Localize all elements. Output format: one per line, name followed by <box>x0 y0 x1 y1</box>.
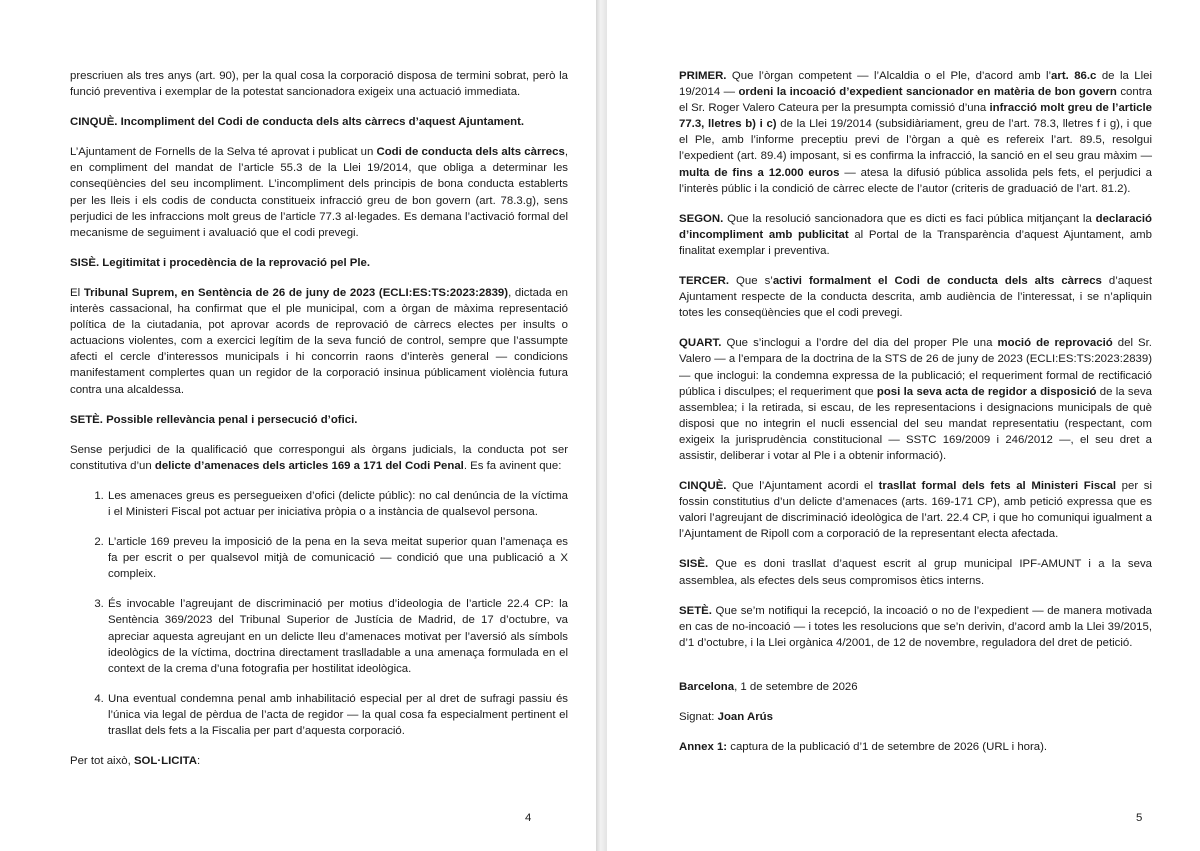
intro-paragraph: prescriuen als tres anys (art. 90), per la qual cosa la corporació disposa de termini sobrat, però la funció preventiva i exemplar de la potestat sancionadora exigeix una actuació immediata. <box>70 70 568 99</box>
section-sete-heading: SETÈ. Possible rellevància penal i persecució d’ofici. <box>70 413 358 426</box>
request-sete: SETÈ. Que se’m notifiqui la recepció, la incoació o no de l’expedient — de manera motivada en cas de no-incoació — i totes les resolucions que se’n derivin, d’acord amb la Llei 39/2015, d’1 d’octubre, i la Llei orgànica 4/2001, de 12 de novembre, reguladora del dret de petició. <box>679 604 1152 649</box>
section-sete-paragraph: Sense perjudici de la qualificació que correspongui als òrgans judicials, la conducta pot ser constitutiva d’un delicte d’amenaces dels articles 169 a 171 del Codi Penal. Es fa avinent que: <box>70 443 568 472</box>
annex-line: Annex 1: captura de la publicació d’1 de setembre de 2026 (URL i hora). <box>679 741 1048 754</box>
request-tercer: TERCER. Que s’activi formalment el Codi de conducta dels alts càrrecs d’aquest Ajuntament respecte de la conducta descrita, amb audiència de l’interessat, i se n’apliquin totes les conseqüències que el codi prevegi. <box>679 275 1152 320</box>
section-cinque-paragraph: L’Ajuntament de Fornells de la Selva té aprovat i publicat un Codi de conducta dels alts càrrecs, en compliment del mandat de l’article 55.3 de la Llei 19/2014, que obliga a determinar les conseqüències del seu incompliment. L’incompliment dels principis de bona conducta establerts per les lleis i els codis de conducta constitueix infracció greu de bon govern (art. 78.3.g), sens perjudici de les infraccions molt greus de l’article 77.3 al·legades. Es demana l’activació formal del mecanisme de seguiment i avaluació que el codi prevegi. <box>70 146 568 239</box>
list-item: 2. L’article 169 preveu la imposició de la pena en la seva meitat superior quan l’amenaça es fa per escrit o per qualsevol mitjà de comunicació — condició que una publicació a X compleix. <box>107 534 568 582</box>
section-sise-heading: SISÈ. Legitimitat i procedència de la reprovació pel Ple. <box>70 256 371 269</box>
list-item: 1. Les amenaces greus es persegueixen d’ofici (delicte públic): no cal denúncia de la víctima i el Ministeri Fiscal pot actuar per iniciativa pròpia o a instància de qualsevol persona. <box>107 488 568 520</box>
place-date: Barcelona, 1 de setembre de 2026 <box>679 680 858 693</box>
document-page-4 <box>0 0 596 851</box>
list-item: 3. És invocable l’agreujant de discriminació per motius d’ideologia de l’article 22.4 CP: la Sentència 369/2023 del Tribunal Superior de Justícia de Madrid, de 17 d’octubre, va apreciar aquesta agreujant en un delicte lleu d’amenaces motivat per l’aversió als símbols ideològics de la víctima, doctrina directament traslladable a una amenaça formulada en el context de la crema d’una fotografia per hostilitat ideològica. <box>107 596 568 676</box>
sete-numbered-list <box>70 488 568 739</box>
page-gutter <box>596 0 607 851</box>
request-cinque: CINQUÈ. Que l’Ajuntament acordi el trasllat formal dels fets al Ministeri Fiscal per si fossin constitutius d’un delicte d’amenaces (arts. 169-171 CP), amb petició expressa que es valori l’agreujant de discriminació ideològica de l’art. 22.4 CP, i que ho comuniqui igualment a l’Ajuntament de Ripoll com a corporació de la representant electa afectada. <box>679 480 1152 541</box>
page-number: 5 <box>1136 812 1143 824</box>
page-number: 4 <box>525 812 532 824</box>
closing-paragraph: Per tot això, SOL·LICITA: <box>70 755 201 768</box>
section-sise-paragraph: El Tribunal Suprem, en Sentència de 26 de juny de 2023 (ECLI:ES:TS:2023:2839), dictada en interès cassacional, ha confirmat que el ple municipal, com a òrgan de màxima representació política de la ciutadania, pot aprovar acords de reprovació de càrrecs electes per insults o actuacions violentes, com a exercici legítim de la seva funció de control, sempre que l’assumpte afecti el cercle d’interessos municipals i hi concorrin raons d’interès general — condicions manifestament complertes quan un regidor de la corporació insinua públicament violència futura contra una alcaldessa. <box>70 286 568 396</box>
signature: Signat: Joan Arús <box>679 711 773 723</box>
list-item: 4. Una eventual condemna penal amb inhabilitació especial per al dret de sufragi passiu és l’única via legal de pèrdua de l’acta de regidor — la qual cosa fa especialment pertinent el trasllat dels fets a la Fiscalia per part d’aquesta corporació. <box>107 691 568 739</box>
request-quart: QUART. Que s’inclogui a l’ordre del dia del proper Ple una moció de reprovació del Sr. Valero — a l’empara de la doctrina de la STS de 26 de juny de 2023 (ECLI:ES:TS:2023:2839) — que inclogui: la condemna expressa de la publicació; el requeriment formal de rectificació pública i disculpes; el requeriment que posi la seva acta de regidor a disposició de la seva assemblea; i la retirada, si escau, de les representacions i designacions municipals de què disposi que no integrin el nucli essencial del seu mandat representatiu (respectant, com exigeix la jurisprudència constitucional — SSTC 169/2009 i 246/2012 —, el seu dret a assistir, deliberar i votar al Ple i a obtenir informació). <box>679 337 1152 462</box>
section-cinque-heading: CINQUÈ. Incompliment del Codi de conducta dels alts càrrecs d’aquest Ajuntament. <box>70 116 525 129</box>
document-page-5 <box>607 0 1200 851</box>
request-segon: SEGON. Que la resolució sancionadora que es dicti es faci pública mitjançant la declaració d’incompliment amb publicitat al Portal de la Transparència d’aquest Ajuntament, amb finalitat exemplar i preventiva. <box>679 212 1152 257</box>
request-primer: PRIMER. Que l’òrgan competent — l’Alcaldia o el Ple, d’acord amb l’art. 86.c de la Llei 19/2014 — ordeni la incoació d’expedient sancionador en matèria de bon govern contra el Sr. Roger Valero Cateura per la presumpta comissió d’una infracció molt greu de l’article 77.3, lletres b) i c) de la Llei 19/2014 (subsidiàriament, greu de l’art. 78.3, lletres f i g), i que el Ple, amb l’informe preceptiu previ de l’òrgan a què es refereix l’art. 89.5, resolgui l’expedient (art. 89.4) imposant, si es confirma la infracció, la sanció en el seu grau màxim — multa de fins a 12.000 euros — atesa la difusió pública assolida pels fets, el perjudici a l’interès públic i la condició de càrrec electe de l’autor (criteris de graduació de l’art. 81.2). <box>679 70 1153 195</box>
request-sise: SISÈ. Que es doni trasllat d’aquest escrit al grup municipal IPF-AMUNT i a la seva assemblea, als efectes dels seus compromisos ètics interns. <box>679 558 1152 587</box>
